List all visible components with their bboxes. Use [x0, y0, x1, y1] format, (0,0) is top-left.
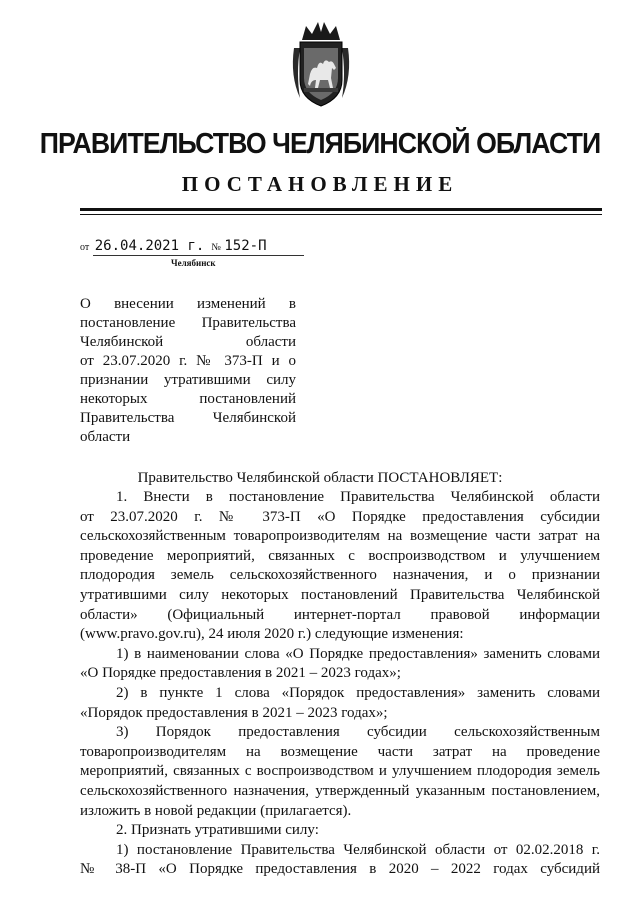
body-line: утратившими силу некоторых постановлений Правительства Челябинской [80, 586, 600, 603]
body-line: сельскохозяйственного назначения, утвержденный указанным постановлением, [80, 782, 600, 799]
body-line: товаропроизводителям на возмещение части затрат на проведение [80, 743, 600, 760]
body-line: мероприятий, связанных с воспроизводством и улучшением плодородия земель [80, 763, 600, 780]
document-body [80, 488, 600, 880]
body-line: 2. Признать утратившими силу: [116, 822, 319, 839]
header-divider-thick [80, 208, 602, 211]
government-title: ПРАВИТЕЛЬСТВО ЧЕЛЯБИНСКОЙ ОБЛАСТИ [39, 128, 601, 160]
date-number-line [80, 238, 304, 256]
coat-of-arms-emblem [290, 18, 352, 110]
body-line: 1) в наименовании слова «О Порядке предоставления» заменить словами [116, 645, 600, 662]
subject-line: Челябинской области [80, 334, 296, 350]
document-subject [80, 295, 296, 447]
body-line: (www.pravo.gov.ru), 24 июля 2020 г.) следующие изменения: [80, 626, 464, 643]
subject-line: О внесении изменений в [80, 296, 296, 312]
body-line: проведение мероприятий, связанных с воспроизводством и улучшением [80, 547, 600, 564]
body-line: «Порядок предоставления в 2021 – 2023 годах»; [80, 704, 388, 721]
number-prefix: № [211, 242, 221, 253]
body-line: от 23.07.2020 г. № 373-П «О Порядке предоставления субсидии [80, 508, 600, 525]
body-line: 3) Порядок предоставления субсидии сельскохозяйственным [116, 724, 600, 741]
body-line: плодородия земель сельскохозяйственного назначения, и о признании [80, 567, 600, 584]
subject-line: постановление Правительства [80, 315, 296, 331]
body-line: 2) в пункте 1 слова «Порядок предоставления» заменить словами [116, 684, 600, 701]
body-line: 1) постановление Правительства Челябинской области от 02.02.2018 г. [116, 841, 600, 858]
body-line: области» (Официальный интернет-портал правовой информации [80, 606, 600, 623]
body-line: № 38-П «О Порядке предоставления в 2020 – 2022 годах субсидий [80, 861, 600, 878]
body-line: изложить в новой редакции (прилагается). [80, 802, 352, 819]
body-line: 1. Внести в постановление Правительства Челябинской области [116, 489, 600, 505]
subject-line: области [80, 429, 131, 445]
header-divider-thin [80, 214, 602, 215]
subject-line: признании утратившими силу [80, 372, 296, 388]
preamble-text: Правительство Челябинской области ПОСТАНОВЛЯЕТ: [137, 470, 503, 486]
subject-line: Правительства Челябинской [80, 410, 296, 426]
body-line: сельскохозяйственным товаропроизводителям на возмещение части затрат на [80, 528, 600, 545]
number-value: 152-П [224, 238, 267, 254]
date-field [93, 238, 304, 256]
body-line: «О Порядке предоставления в 2021 – 2023 годах»; [80, 665, 401, 682]
city-label: Челябинск [171, 258, 216, 268]
subject-line: некоторых постановлений [80, 391, 296, 407]
subject-line: от 23.07.2020 г. № 373-П и о [80, 353, 296, 369]
document-type-title: ПОСТАНОВЛЕНИЕ [181, 172, 459, 196]
date-value: 26.04.2021 г. [94, 238, 205, 254]
date-prefix: от [80, 242, 90, 253]
